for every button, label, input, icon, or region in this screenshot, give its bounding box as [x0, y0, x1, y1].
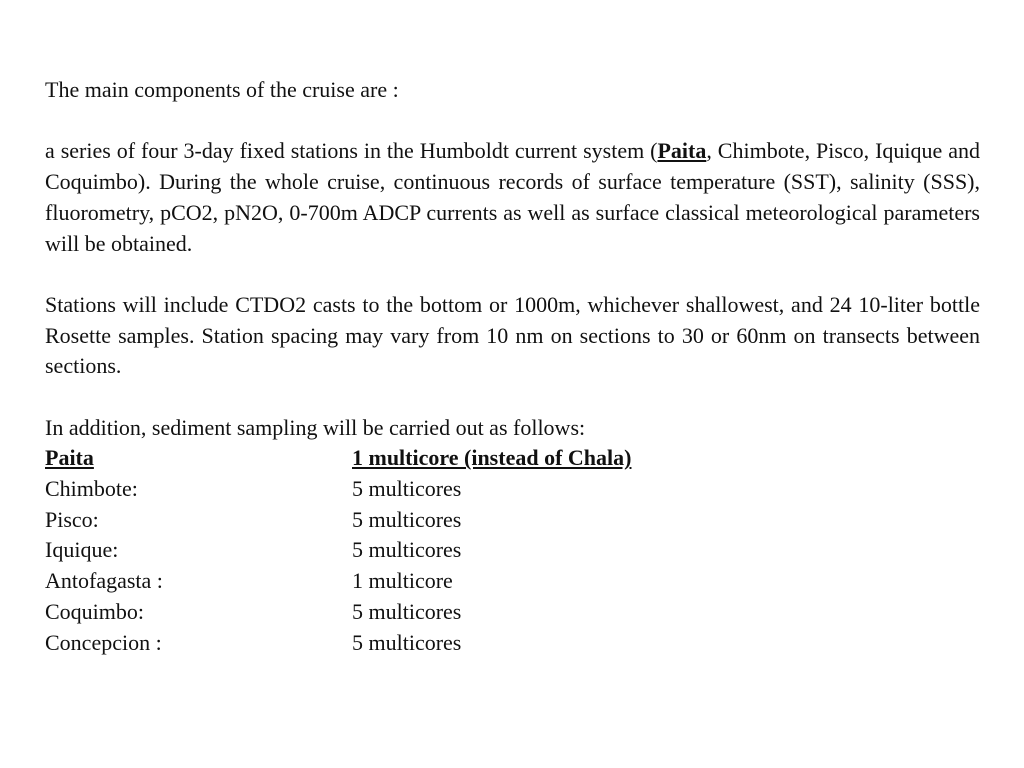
sampling-intro	[45, 413, 980, 444]
sampling-value: 1 multicore	[352, 568, 453, 594]
sampling-location: Pisco:	[45, 506, 99, 532]
sampling-header-location: Paita	[45, 445, 94, 471]
sampling-header-value: 1 multicore (instead of Chala)	[352, 445, 632, 471]
paragraph-station-details: Stations will include CTDO2 casts to the bottom or 1000m, whichever shallowest, and 24 10-liter bottle Rosette samples. Station spacing may vary from 10 nm on sections to 30 or 60nm on transects between sections.	[45, 291, 980, 379]
sampling-row	[45, 505, 980, 536]
sampling-row	[45, 628, 980, 659]
paragraph-text-before: a series of four 3-day fixed stations in the Humboldt current system (	[45, 138, 658, 164]
sampling-header-row	[45, 443, 980, 474]
sampling-location: Coquimbo:	[45, 598, 145, 624]
paragraph-text-after: , Chimbote, Pisco, Iquique and Coquimbo). During the whole cruise, continuous records of surface temperature (SST), salinity (SSS), fluorometry, pCO2, pN2O, 0-700m ADCP currents as well as surface classical meteorological parameters will be obtained.	[45, 138, 980, 256]
sampling-intro-text: In addition, sediment sampling will be carried out as follows:	[45, 414, 586, 440]
document-page	[45, 75, 980, 658]
sampling-value: 5 multicores	[352, 537, 462, 563]
sampling-location: Chimbote:	[45, 476, 138, 502]
intro-heading: The main components of the cruise are :	[45, 77, 399, 102]
highlighted-station-paita: Paita	[657, 138, 707, 164]
sampling-row	[45, 566, 980, 597]
sampling-value: 5 multicores	[352, 598, 462, 624]
sampling-row	[45, 474, 980, 505]
sampling-location: Concepcion :	[45, 629, 162, 655]
sediment-sampling-section	[45, 413, 980, 659]
sampling-row	[45, 597, 980, 628]
sampling-row	[45, 535, 980, 566]
sampling-header-underline	[45, 443, 631, 474]
sampling-location: Iquique:	[45, 537, 119, 563]
sampling-value: 5 multicores	[352, 629, 462, 655]
sampling-value: 5 multicores	[352, 506, 462, 532]
sampling-value: 5 multicores	[352, 476, 462, 502]
paragraph-stations-overview	[45, 136, 980, 259]
sampling-location: Antofagasta :	[45, 568, 163, 594]
